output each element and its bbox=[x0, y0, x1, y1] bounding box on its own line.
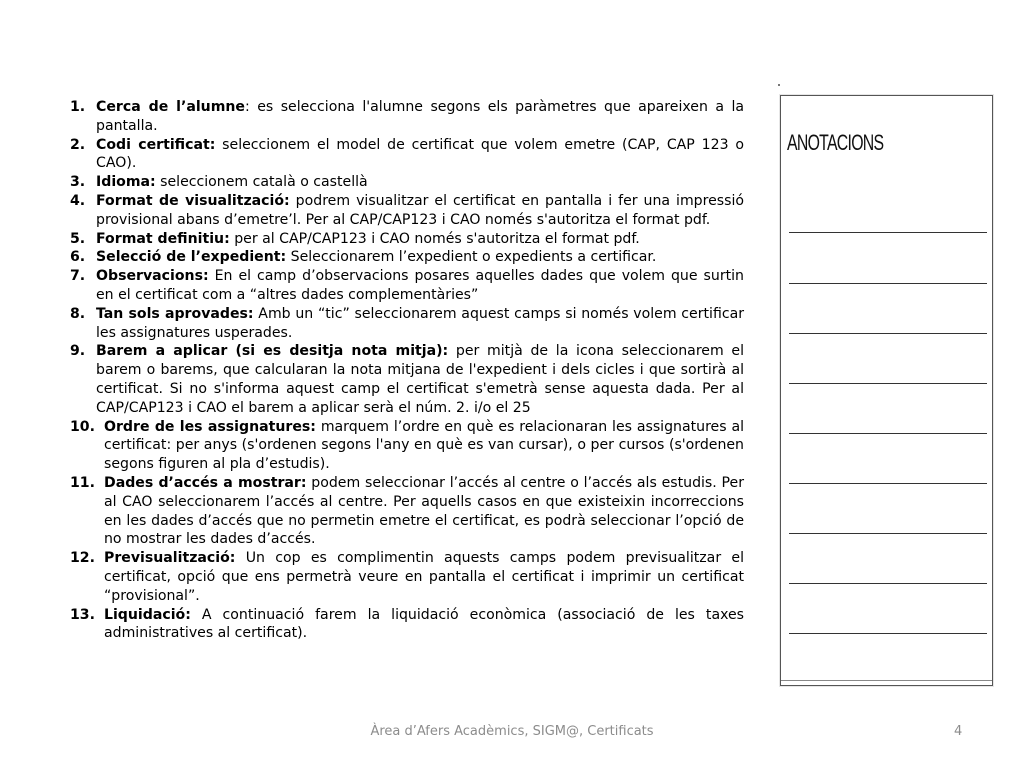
list-item-term: Dades d’accés a mostrar: bbox=[104, 474, 307, 491]
list-item bbox=[66, 173, 744, 192]
list-item bbox=[66, 267, 744, 305]
list-item-number: 2. bbox=[70, 136, 86, 153]
list-item-number: 5. bbox=[70, 230, 86, 247]
list-item bbox=[66, 606, 744, 644]
list-item-description: A continuació farem la liquidació econòmica (associació de les taxes administratives al certificat). bbox=[104, 606, 744, 642]
list-item-description: En el camp d’observacions posares aquelles dades que volem que surtin en el certificat com a “altres dades complementàries” bbox=[96, 268, 744, 303]
list-item-number: 7. bbox=[70, 268, 86, 285]
notes-bottom-line bbox=[781, 680, 992, 681]
list-item bbox=[66, 98, 744, 136]
list-item-number: 11. bbox=[70, 474, 95, 491]
list-item bbox=[66, 549, 744, 605]
list-item-term: Barem a aplicar (si es desitja nota mitja): bbox=[96, 343, 449, 360]
notes-writing-line bbox=[789, 283, 987, 284]
list-item-number: 8. bbox=[70, 305, 86, 322]
list-item-term: Cerca de l’alumne bbox=[96, 99, 245, 115]
list-item bbox=[66, 474, 744, 549]
list-item-term: Codi certificat: bbox=[96, 136, 216, 153]
list-item-description: podem seleccionar l’accés al centre o l’accés als estudis. Per al CAO seleccionarem l’accés al centre. Per aquells casos en que existeixin incorreccions en les dades d’accés que no permetin emetre el certificat, es podrà seleccionar l’opció de no mostrar les dades d’accés. bbox=[104, 474, 744, 548]
list-item-term: Ordre de les assignatures: bbox=[104, 418, 316, 435]
list-item-term: Liquidació: bbox=[104, 606, 191, 623]
list-item-number: 3. bbox=[70, 174, 86, 191]
list-item-term: Format definitiu: bbox=[96, 230, 230, 247]
list-item-number: 13. bbox=[70, 606, 95, 623]
list-item bbox=[66, 192, 744, 230]
list-item-number: 6. bbox=[70, 249, 86, 266]
notes-writing-line bbox=[789, 333, 987, 334]
list-item-term: Tan sols aprovades: bbox=[96, 305, 254, 322]
list-item-description: podrem visualitzar el certificat en pantalla i fer una impressió provisional abans d’emetre’l. Per al CAP/CAP123 i CAO només s'autoritza el format pdf. bbox=[96, 192, 744, 228]
list-item-description: Amb un “tic” seleccionarem aquest camps si només volem certificar les assignatures usperades. bbox=[96, 305, 744, 341]
notes-writing-line bbox=[789, 533, 987, 534]
notes-writing-line bbox=[789, 633, 987, 634]
notes-writing-line bbox=[789, 483, 987, 484]
list-item-term: Previsualització: bbox=[104, 550, 236, 567]
list-item bbox=[66, 418, 744, 474]
list-item-description: : es selecciona l'alumne segons els paràmetres que apareixen a la pantalla. bbox=[96, 99, 744, 134]
footer-text: Àrea d’Afers Acadèmics, SIGM@, Certificats bbox=[370, 724, 654, 739]
list-item-description: seleccionem el model de certificat que volem emetre (CAP, CAP 123 o CAO). bbox=[96, 136, 745, 172]
notes-writing-line bbox=[789, 383, 987, 384]
list-item-term: Observacions: bbox=[96, 268, 209, 285]
list-item-description: per al CAP/CAP123 i CAO només s'autoritza el format pdf. bbox=[229, 230, 640, 247]
list-item-number: 10. bbox=[70, 418, 95, 435]
list-item-number: 4. bbox=[70, 192, 86, 209]
list-item bbox=[66, 230, 744, 249]
list-item-term: Selecció de l’expedient: bbox=[96, 249, 287, 266]
notes-writing-line bbox=[789, 583, 987, 584]
list-item-term: Format de visualització: bbox=[96, 192, 290, 209]
page-number: 4 bbox=[954, 724, 963, 739]
instructions-list bbox=[66, 98, 744, 643]
notes-title: ANOTACIONS bbox=[787, 130, 884, 155]
list-item-description: Un cop es complimentin aquests camps podem previsualitzar el certificat, opció que ens permetrà veure en pantalla el certificat i imprimir un certificat “provisional”. bbox=[104, 550, 744, 604]
list-item-term: Idioma: bbox=[96, 174, 156, 191]
list-item-description: marquem l’ordre en què es relacionaran les assignatures al certificat: per anys (s'ordenen segons l'any en què es van cursar), o per cursos (s'ordenen segons figuren al pla d’estudis). bbox=[104, 418, 744, 473]
notes-writing-line bbox=[789, 232, 987, 233]
notes-corner-mark bbox=[778, 84, 780, 86]
notes-panel bbox=[780, 95, 993, 686]
list-item bbox=[66, 136, 744, 174]
list-item-number: 12. bbox=[70, 550, 95, 567]
notes-writing-line bbox=[789, 433, 987, 434]
list-item-number: 9. bbox=[70, 343, 86, 360]
list-item-description: Seleccionarem l’expedient o expedients a certificar. bbox=[286, 249, 657, 266]
list-item bbox=[66, 305, 744, 343]
list-item-number: 1. bbox=[70, 99, 86, 115]
list-item bbox=[66, 342, 744, 417]
list-item-description: per mitjà de la icona seleccionarem el barem o barems, que calcularan la nota mitjana de l'expedient i dels cicles i que sortirà al certificat. Si no s'informa aquest camp el certificat s'emetrà sense aquesta dada. Per al CAP/CAP123 i CAO el barem a aplicar serà el núm. 2. i/o el 25 bbox=[96, 343, 744, 416]
list-item-description: seleccionem català o castellà bbox=[155, 174, 368, 191]
list-item bbox=[66, 248, 744, 267]
